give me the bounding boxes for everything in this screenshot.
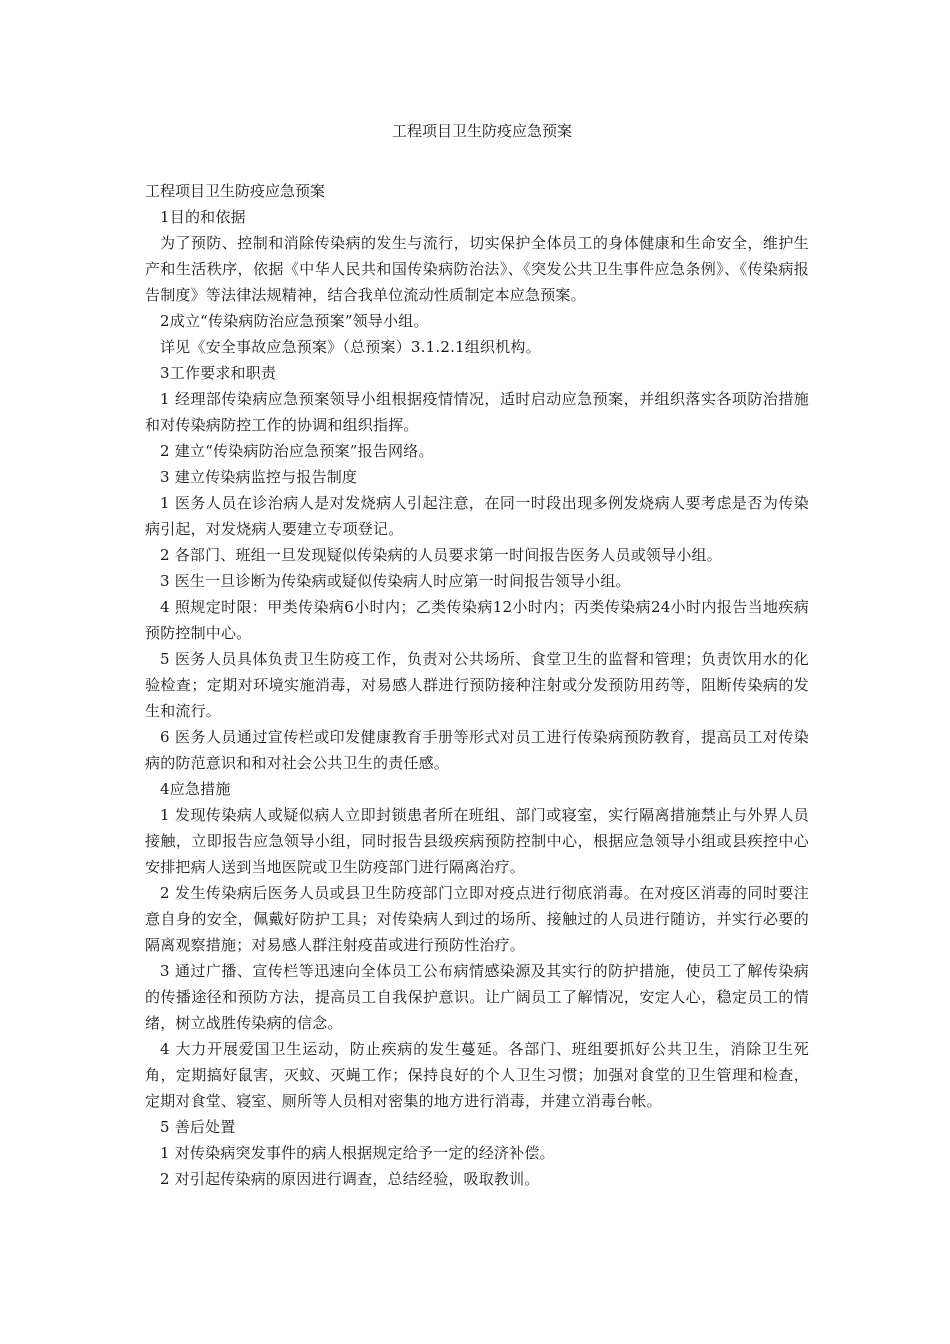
body-paragraph: 6 医务人员通过宣传栏或印发健康教育手册等形式对员工进行传染病预防教育，提高员工对传染病的防范意识和和对社会公共卫生的责任感。	[145, 728, 809, 772]
body-paragraph: 4 大力开展爱国卫生运动，防止疾病的发生蔓延。各部门、班组要抓好公共卫生，消除卫生死角，定期搞好鼠害，灭蚊、灭蝇工作；保持良好的个人卫生习惯；加强对食堂的卫生管理和检查，定期对食堂、寝室、厕所等人员相对密集的地方进行消毒，并建立消毒台帐。	[145, 1040, 809, 1110]
body-paragraph: 3 医生一旦诊断为传染病或疑似传染病人时应第一时间报告领导小组。	[160, 572, 631, 590]
body-paragraph: 1 医务人员在诊治病人是对发烧病人引起注意，在同一时段出现多例发烧病人要考虑是否为传染病引起，对发烧病人要建立专项登记。	[145, 494, 809, 538]
body-paragraph: 1 经理部传染病应急预案领导小组根据疫情情况，适时启动应急预案，并组织落实各项防治措施和对传染病防控工作的协调和组织指挥。	[145, 390, 809, 434]
body-paragraph: 为了预防、控制和消除传染病的发生与流行，切实保护全体员工的身体健康和生命安全，维护生产和生活秩序，依据《中华人民共和国传染病防治法》、《突发公共卫生事件应急条例》、《传染病报告制度》等法律法规精神，结合我单位流动性质制定本应急预案。	[145, 234, 809, 304]
body-paragraph: 1 对传染病突发事件的病人根据规定给予一定的经济补偿。	[160, 1144, 555, 1162]
document-title: 工程项目卫生防疫应急预案	[391, 122, 572, 140]
body-paragraph: 1目的和依据	[160, 208, 246, 226]
body-paragraph: 2 建立“传染病防治应急预案”报告网络。	[160, 442, 434, 460]
body-paragraph: 1 发现传染病人或疑似病人立即封锁患者所在班组、部门或寝室，实行隔离措施禁止与外界人员接触，立即报告应急领导小组，同时报告县级疾病预防控制中心，根据应急领导小组或县疾控中心安排把病人送到当地医院或卫生防疫部门进行隔离治疗。	[145, 806, 809, 876]
body-paragraph: 5 医务人员具体负责卫生防疫工作，负责对公共场所、食堂卫生的监督和管理；负责饮用水的化验检查；定期对环境实施消毒，对易感人群进行预防接种注射或分发预防用药等，阻断传染病的发生和流行。	[145, 650, 809, 720]
body-paragraph: 3工作要求和职责	[160, 364, 277, 382]
body-paragraph: 3 通过广播、宣传栏等迅速向全体员工公布病情感染源及其实行的防护措施，使员工了解传染病的传播途径和预防方法，提高员工自我保护意识。让广阔员工了解情况，安定人心，稳定员工的情绪，树立战胜传染病的信念。	[145, 962, 809, 1032]
body-paragraph: 2 各部门、班组一旦发现疑似传染病的人员要求第一时间报告医务人员或领导小组。	[160, 546, 722, 564]
body-paragraph: 2 对引起传染病的原因进行调查，总结经验，吸取教训。	[160, 1170, 540, 1188]
body-paragraph: 4 照规定时限：甲类传染病6小时内；乙类传染病12小时内；丙类传染病24小时内报告当地疾病预防控制中心。	[145, 598, 809, 642]
body-paragraph: 2成立“传染病防治应急预案”领导小组。	[160, 312, 429, 330]
body-paragraph: 2 发生传染病后医务人员或县卫生防疫部门立即对疫点进行彻底消毒。在对疫区消毒的同时要注意自身的安全，佩戴好防护工具；对传染病人到过的场所、接触过的人员进行随访，并实行必要的隔离观察措施；对易感人群注射疫苗或进行预防性治疗。	[145, 884, 809, 954]
body-paragraph: 3 建立传染病监控与报告制度	[160, 468, 358, 486]
body-paragraph: 5 善后处置	[160, 1118, 236, 1136]
document-body	[145, 204, 809, 1192]
body-paragraph: 4应急措施	[160, 780, 231, 798]
body-paragraph: 详见《安全事故应急预案》（总预案）3.1.2.1组织机构。	[160, 338, 541, 356]
document-page	[145, 120, 809, 1192]
document-subtitle: 工程项目卫生防疫应急预案	[145, 182, 326, 200]
